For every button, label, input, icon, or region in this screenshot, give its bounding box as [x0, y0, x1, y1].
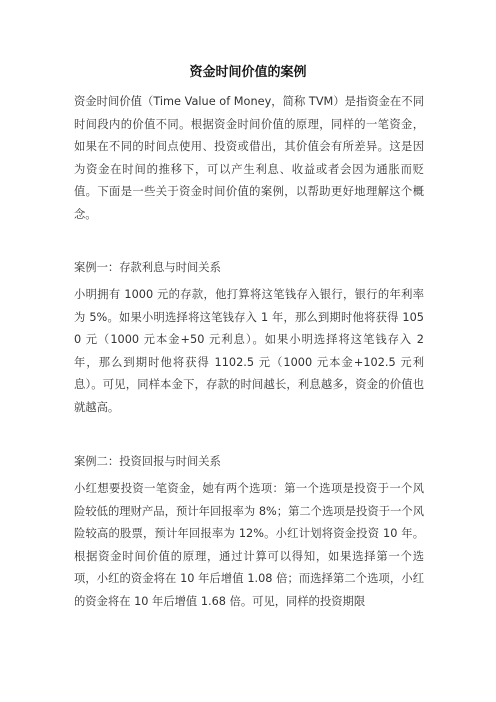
- document-title: 资金时间价值的案例: [189, 65, 307, 80]
- case-1-heading: 案例一：存款利息与时间关系: [74, 261, 221, 274]
- case-1-body: 小明拥有 1000 元的存款，他打算将这笔钱存入银行，银行的年利率为 5%。如果小明选择将这笔钱存入 1 年，那么到期时他将获得 1050 元（1000 元本金+50 元利息）。如果小明选择将这笔钱存入 2 年，那么到期时他将获得 1102.5 元（1000 元本金+102.5 元利息）。可见，同样本金下，存款的时间越长，利息越多，资金的价值也就越高。: [74, 288, 424, 414]
- intro-paragraph: 资金时间价值（Time Value of Money，简称 TVM）是指资金在不同时间段内的价值不同。根据资金时间价值的原理，同样的一笔资金，如果在不同的时间点使用、投资或借出，其价值会有所差异。这是因为资金在时间的推移下，可以产生利息、收益或者会因为通胀而贬值。下面是一些关于资金时间价值的案例，以帮助更好地理解这个概念。: [74, 95, 424, 221]
- case-2-heading: 案例二：投资回报与时间关系: [74, 455, 221, 468]
- case-2-body: 小红想要投资一笔资金，她有两个选项：第一个选项是投资于一个风险较低的理财产品，预计年回报率为 8%；第二个选项是投资于一个风险较高的股票，预计年回报率为 12%。小红计划将资金投资 10 年。根据资金时间价值的原理，通过计算可以得知，如果选择第一个选项，小红的资金将在 10 年后增值 1.08 倍；而选择第二个选项，小红的资金将在 10 年后增值 1.68 倍。可见，同样的投资期限: [74, 482, 424, 608]
